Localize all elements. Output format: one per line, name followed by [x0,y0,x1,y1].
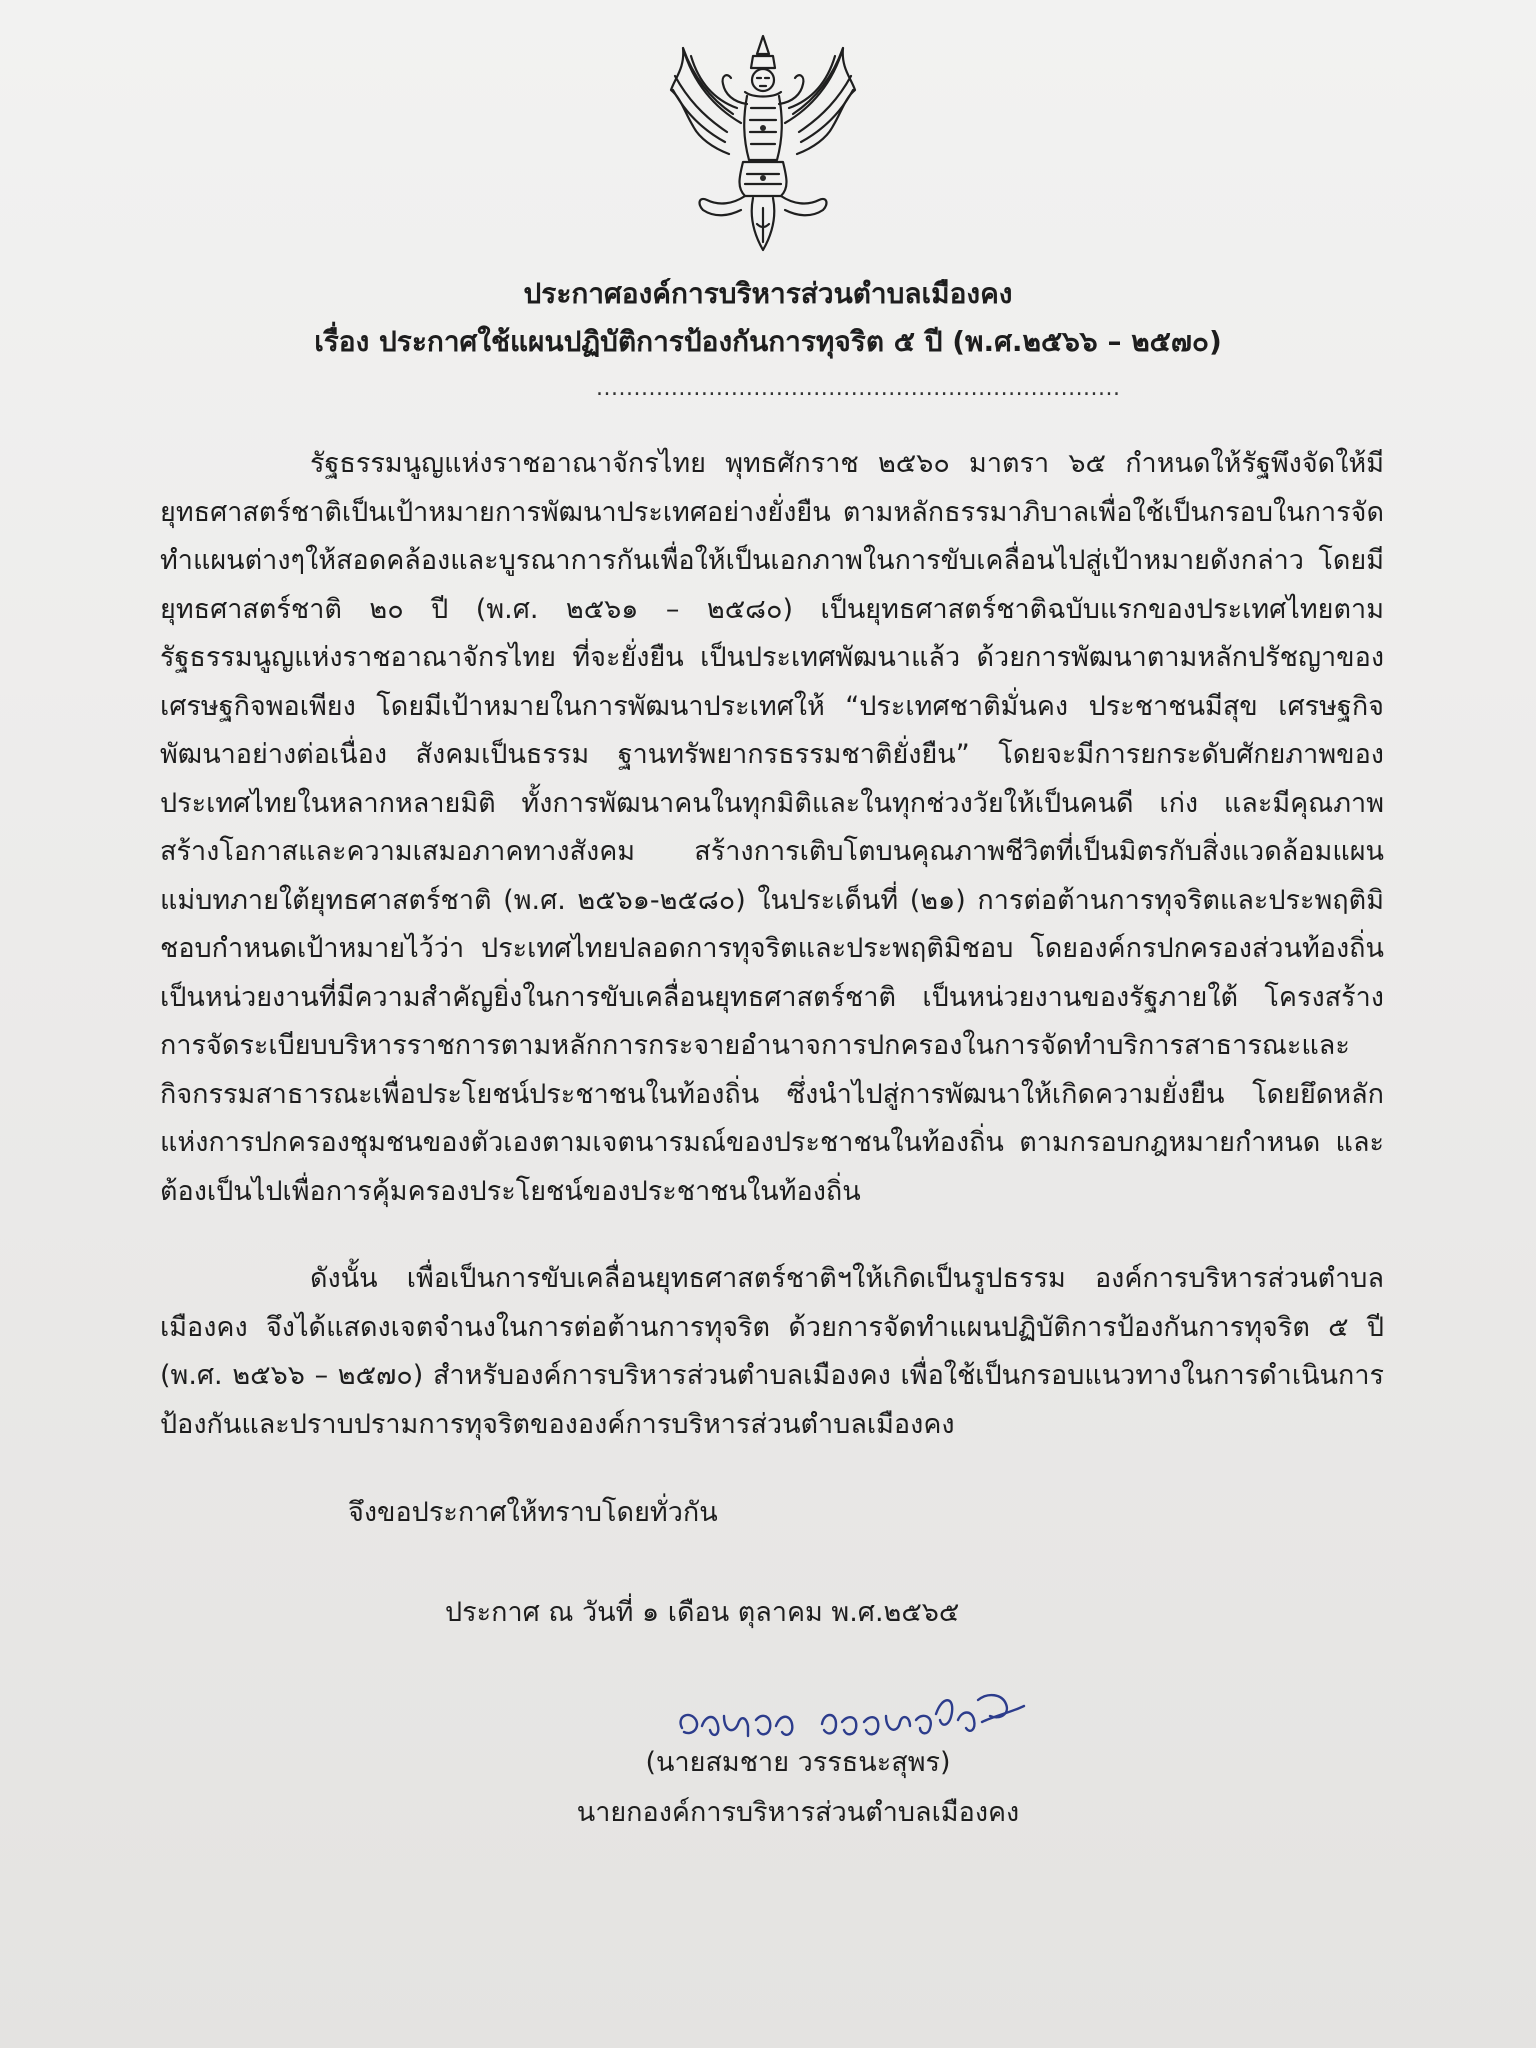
body-paragraph-1: รัฐธรรมนูญแห่งราชอาณาจักรไทย พุทธศักราช ๒๕๖๐ มาตรา ๖๕ กำหนดให้รัฐพึงจัดให้มียุทธศาสตร์ชาติเป็นเป้าหมายการพัฒนาประเทศอย่างยั่งยืน ตามหลักธรรมาภิบาลเพื่อใช้เป็นกรอบในการจัดทำแผนต่างๆให้สอดคล้องและบูรณาการกันเพื่อให้เป็นเอกภาพในการขับเคลื่อนไปสู่เป้าหมายดังกล่าว โดยมียุทธศาสตร์ชาติ ๒๐ ปี (พ.ศ. ๒๕๖๑ – ๒๕๘๐) เป็นยุทธศาสตร์ชาติฉบับแรกของประเทศไทยตามรัฐธรรมนูญแห่งราชอาณาจักรไทย ที่จะยั่งยืน เป็นประเทศพัฒนาแล้ว ด้วยการพัฒนาตามหลักปรัชญาของเศรษฐกิจพอเพียง โดยมีเป้าหมายในการพัฒนาประเทศให้ “ประเทศชาติมั่นคง ประชาชนมีสุข เศรษฐกิจพัฒนาอย่างต่อเนื่อง สังคมเป็นธรรม ฐานทรัพยากรธรรมชาติยั่งยืน” โดยจะมีการยกระดับศักยภาพของประเทศไทยในหลากหลายมิติ ทั้งการพัฒนาคนในทุกมิติและในทุกช่วงวัยให้เป็นคนดี เก่ง และมีคุณภาพ สร้างโอกาสและความเสมอภาคทางสังคม สร้างการเติบโตบนคุณภาพชีวิตที่เป็นมิตรกับสิ่งแวดล้อมแผนแม่บทภายใต้ยุทธศาสตร์ชาติ (พ.ศ. ๒๕๖๑-๒๕๘๐) ในประเด็นที่ (๒๑) การต่อต้านการทุจริตและประพฤติมิชอบกำหนดเป้าหมายไว้ว่า ประเทศไทยปลอดการทุจริตและประพฤติมิชอบ โดยองค์กรปกครองส่วนท้องถิ่นเป็นหน่วยงานที่มีความสำคัญยิ่งในการขับเคลื่อนยุทธศาสตร์ชาติ เป็นหน่วยงานของรัฐภายใต้ โครงสร้างการจัดระเบียบบริหารราชการตามหลักการกระจายอำนาจการปกครองในการจัดทำบริการสาธารณะและกิจกรรมสาธารณะเพื่อประโยชน์ประชาชนในท้องถิ่น ซึ่งนำไปสู่การพัฒนาให้เกิดความยั่งยืน โดยยึดหลักแห่งการปกครองชุมชนของตัวเองตามเจตนารมณ์ของประชาชนในท้องถิ่น ตามกรอบกฎหมายกำหนด และต้องเป็นไปเพื่อการคุ้มครองประโยชน์ของประชาชนในท้องถิ่น [160,448,1384,1207]
document-subject: เรื่อง ประกาศใช้แผนปฏิบัติการป้องกันการทุจริต ๕ ปี (พ.ศ.๒๕๖๖ – ๒๕๗๐) [314,325,1222,358]
signer-name: (นายสมชาย วรรธนะสุพร) [645,1747,951,1778]
garuda-emblem-icon [662,28,864,258]
document-title: ประกาศองค์การบริหารส่วนตำบลเมืองคง [523,277,1013,310]
closing-statement: จึงขอประกาศให้ทราบโดยทั่วกัน [348,1497,718,1528]
body-paragraph-2: ดังนั้น เพื่อเป็นการขับเคลื่อนยุทธศาสตร์ชาติฯให้เกิดเป็นรูปธรรม องค์การบริหารส่วนตำบลเมืองคง จึงได้แสดงเจตจำนงในการต่อต้านการทุจริต ด้วยการจัดทำแผนปฏิบัติการป้องกันการทุจริต ๕ ปี (พ.ศ. ๒๕๖๖ – ๒๕๗๐) สำหรับองค์การบริหารส่วนตำบลเมืองคง เพื่อใช้เป็นกรอบแนวทางในการดำเนินการป้องกันและปราบปรามการทุจริตขององค์การบริหารส่วนตำบลเมืองคง [160,1263,1384,1440]
announcement-date: ประกาศ ณ วันที่ ๑ เดือน ตุลาคม พ.ศ.๒๕๖๕ [445,1597,960,1628]
signer-position: นายกองค์การบริหารส่วนตำบลเมืองคง [576,1797,1020,1828]
title-separator: ...................................................................... [596,376,1121,401]
